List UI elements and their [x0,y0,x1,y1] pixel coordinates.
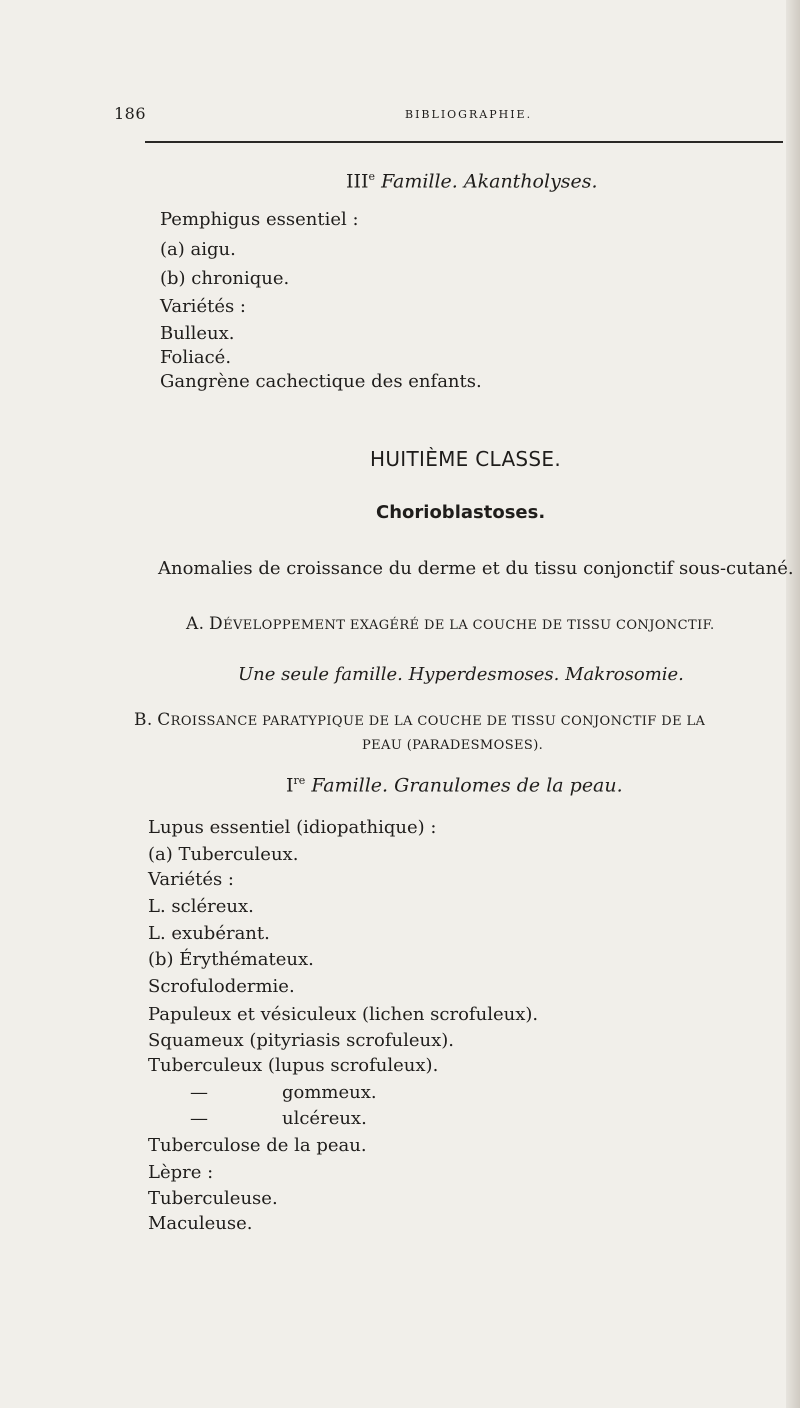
classe-heading: HUITIÈME CLASSE. [370,447,562,471]
list-item: gommeux. [282,1082,377,1103]
ditto-dash: — [190,1108,208,1129]
list-item: Tuberculose de la peau. [148,1135,367,1156]
list-item: Tuberculeux (lupus scrofuleux). [148,1055,439,1076]
list-item: Papuleux et vésiculeux (lichen scrofuleux). [148,1004,539,1025]
list-item: Bulleux. [160,323,235,344]
single-family-line: Une seule famille. Hyperdesmoses. Makrosomie. [238,664,684,685]
running-title: BIBLIOGRAPHIE. [405,108,533,121]
section-first-cap: D [209,614,224,634]
section-heading-text: ROISSANCE PARATYPIQUE DE LA COUCHE DE TISSU CONJONCTIF DE LA [170,714,706,729]
section-letter: A. [186,614,205,634]
family-numeral: I [286,774,294,797]
section-b-heading [134,710,705,730]
family-numeral-sup: re [293,774,306,787]
list-item: Variétés : [148,869,235,890]
list-item: ulcéreux. [282,1108,367,1129]
list-item: Scrofulodermie. [148,976,295,997]
family-title: Famille. Akantholyses. [381,170,598,193]
list-item: L. scléreux. [148,896,254,917]
family-heading-3 [346,170,598,192]
family-title: Famille. Granulomes de la peau. [311,774,623,797]
list-item: Variétés : [160,296,247,317]
page-number: 186 [114,104,147,123]
section-first-cap: C [157,710,171,730]
section-letter: B. [134,710,153,730]
list-item: L. exubérant. [148,923,270,944]
list-item: Lèpre : [148,1162,214,1183]
family-numeral-sup: e [368,170,376,183]
list-item: Lupus essentiel (idiopathique) : [148,817,437,838]
family-heading-1 [286,774,623,796]
list-item: Squameux (pityriasis scrofuleux). [148,1030,455,1051]
list-item: Gangrène cachectique des enfants. [160,371,482,392]
list-item: Maculeuse. [148,1213,253,1234]
ordre-heading: Chorioblastoses. [376,502,546,523]
list-item: Foliacé. [160,347,232,368]
section-a-heading [186,614,715,634]
list-item: Pemphigus essentiel : [160,209,359,230]
page-edge [786,0,800,1408]
header-rule [145,141,783,143]
list-item: Tuberculeuse. [148,1188,278,1209]
family-numeral: III [346,170,369,193]
list-item: (b) chronique. [160,268,290,289]
list-item: (a) Tuberculeux. [148,844,299,865]
class-description: Anomalies de croissance du derme et du tissu conjonctif sous-cutané. [158,558,794,579]
section-heading-text: ÉVELOPPEMENT EXAGÉRÉ DE LA COUCHE DE TISSU CONJONCTIF. [223,618,715,633]
list-item: (b) Érythémateux. [148,949,314,970]
section-b-heading-line2: PEAU (PARADESMOSES). [362,738,544,753]
list-item: (a) aigu. [160,239,236,260]
ditto-dash: — [190,1082,208,1103]
